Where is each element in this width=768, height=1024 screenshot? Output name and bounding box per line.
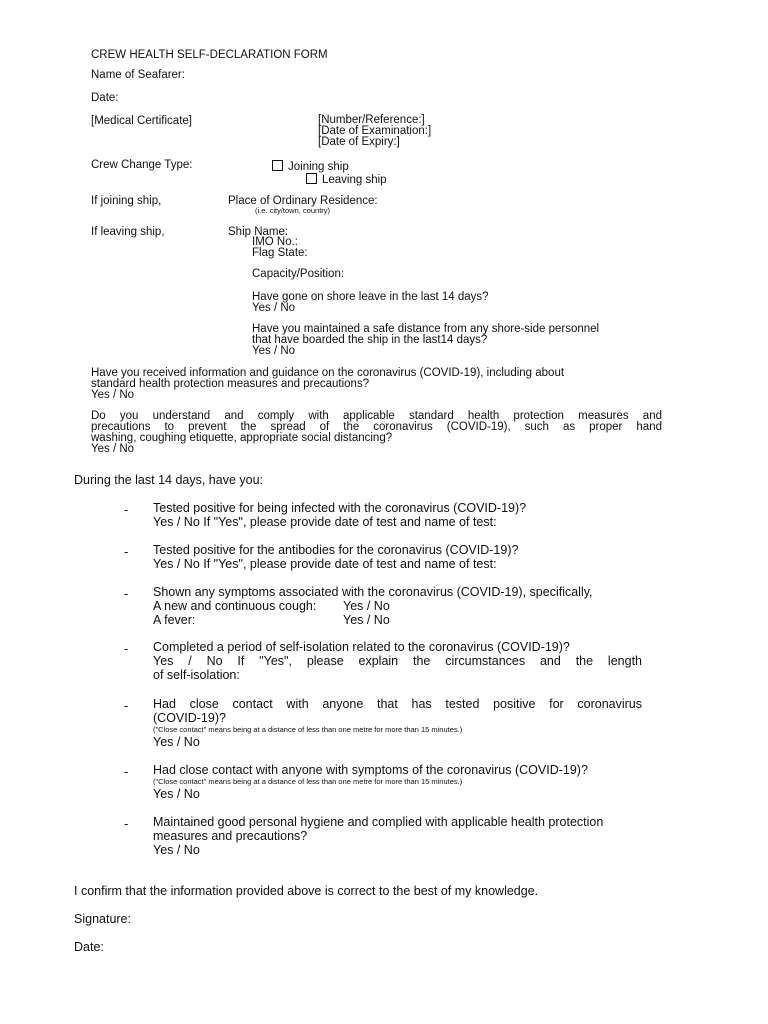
info-question-line1: Have you received information and guidance on the coronavirus (COVID-19), including about — [91, 367, 565, 379]
close-contact-note: ("Close contact" means being at a distance of less than one metre for more than 15 minutes.) — [153, 777, 463, 786]
leaving-ship-option-label: Leaving ship — [322, 174, 387, 186]
answer-close-contact-positive: Yes / No — [153, 735, 200, 749]
answer-antibodies: Yes / No If "Yes", please provide date of test and name of test: — [153, 557, 497, 571]
question-close-contact-symptoms: Had close contact with anyone with symptoms of the coronavirus (COVID-19)? — [153, 763, 588, 777]
seafarer-name-label: Name of Seafarer: — [91, 69, 185, 81]
info-answer: Yes / No — [91, 389, 135, 401]
comply-answer: Yes / No — [91, 443, 135, 455]
confirmation-statement: I confirm that the information provided above is correct to the best of my knowledge. — [74, 884, 539, 898]
question-self-isolation: Completed a period of self-isolation related to the coronavirus (COVID-19)? — [153, 640, 570, 654]
joining-ship-option[interactable] — [272, 160, 349, 173]
checkbox-icon[interactable] — [306, 173, 317, 184]
joining-ship-option-label: Joining ship — [288, 161, 349, 173]
crew-change-label: Crew Change Type: — [91, 159, 193, 171]
residence-label: Place of Ordinary Residence: — [228, 195, 378, 207]
flag-state-label: Flag State: — [252, 247, 308, 259]
joining-ship-label: If joining ship, — [91, 195, 162, 207]
question-hygiene: Maintained good personal hygiene and complied with applicable health protection — [153, 815, 604, 829]
shore-leave-answer: Yes / No — [252, 302, 296, 314]
form-title: CREW HEALTH SELF-DECLARATION FORM — [91, 49, 328, 61]
medical-certificate-label: [Medical Certificate] — [91, 115, 192, 127]
certificate-exam-date-field: [Date of Examination:] — [318, 125, 432, 137]
bullet-dash: - — [124, 698, 129, 713]
distance-answer: Yes / No — [252, 345, 296, 357]
question-hygiene-line2: measures and precautions? — [153, 829, 308, 843]
signature-label: Signature: — [74, 912, 131, 926]
shore-leave-question: Have gone on shore leave in the last 14 days? — [252, 291, 489, 303]
certificate-expiry-field: [Date of Expiry:] — [318, 136, 400, 148]
imo-label: IMO No.: — [252, 236, 299, 248]
checkbox-icon[interactable] — [272, 160, 283, 171]
section-heading: During the last 14 days, have you: — [74, 473, 264, 487]
distance-question-line2: that have boarded the ship in the last14 days? — [252, 334, 488, 346]
question-tested-positive: Tested positive for being infected with the coronavirus (COVID-19)? — [153, 501, 527, 515]
question-close-contact-positive-line2: (COVID-19)? — [153, 711, 226, 725]
symptom-cough-answer: Yes / No — [343, 599, 390, 613]
bullet-dash: - — [124, 544, 129, 559]
symptom-cough-label: A new and continuous cough: — [153, 599, 317, 613]
answer-tested-positive: Yes / No If "Yes", please provide date of test and name of test: — [153, 515, 497, 529]
bullet-dash: - — [124, 502, 129, 517]
ship-name-label: Ship Name: — [228, 226, 289, 238]
question-symptoms: Shown any symptoms associated with the coronavirus (COVID-19), specifically, — [153, 585, 593, 599]
comply-question-line1: Do you understand and comply with applicable standard health protection measures and — [91, 410, 662, 422]
answer-hygiene: Yes / No — [153, 843, 200, 857]
footer-date-label: Date: — [74, 940, 104, 954]
symptom-fever-answer: Yes / No — [343, 613, 390, 627]
bullet-dash: - — [124, 764, 129, 779]
question-antibodies: Tested positive for the antibodies for the coronavirus (COVID-19)? — [153, 543, 519, 557]
answer-self-isolation-line2: of self-isolation: — [153, 668, 240, 682]
answer-close-contact-symptoms: Yes / No — [153, 787, 200, 801]
close-contact-note: ("Close contact" means being at a distance of less than one metre for more than 15 minutes.) — [153, 725, 463, 734]
residence-hint: (i.e. city/town, country) — [255, 206, 331, 215]
distance-question-line1: Have you maintained a safe distance from any shore-side personnel — [252, 323, 600, 335]
bullet-dash: - — [124, 641, 129, 656]
capacity-label: Capacity/Position: — [252, 268, 345, 280]
bullet-dash: - — [124, 816, 129, 831]
date-label: Date: — [91, 92, 119, 104]
certificate-number-field: [Number/Reference:] — [318, 114, 425, 126]
question-close-contact-positive: Had close contact with anyone that has tested positive for coronavirus — [153, 697, 642, 711]
comply-question-line2: precautions to prevent the spread of the coronavirus (COVID-19), such as proper hand — [91, 421, 662, 433]
bullet-dash: - — [124, 586, 129, 601]
comply-question-line3: washing, coughing etiquette, appropriate social distancing? — [91, 432, 393, 444]
leaving-ship-option[interactable] — [306, 173, 387, 186]
symptom-fever-label: A fever: — [153, 613, 196, 627]
leaving-ship-label: If leaving ship, — [91, 226, 165, 238]
info-question-line2: standard health protection measures and precautions? — [91, 378, 370, 390]
answer-self-isolation: Yes / No If "Yes", please explain the circumstances and the length — [153, 654, 642, 668]
